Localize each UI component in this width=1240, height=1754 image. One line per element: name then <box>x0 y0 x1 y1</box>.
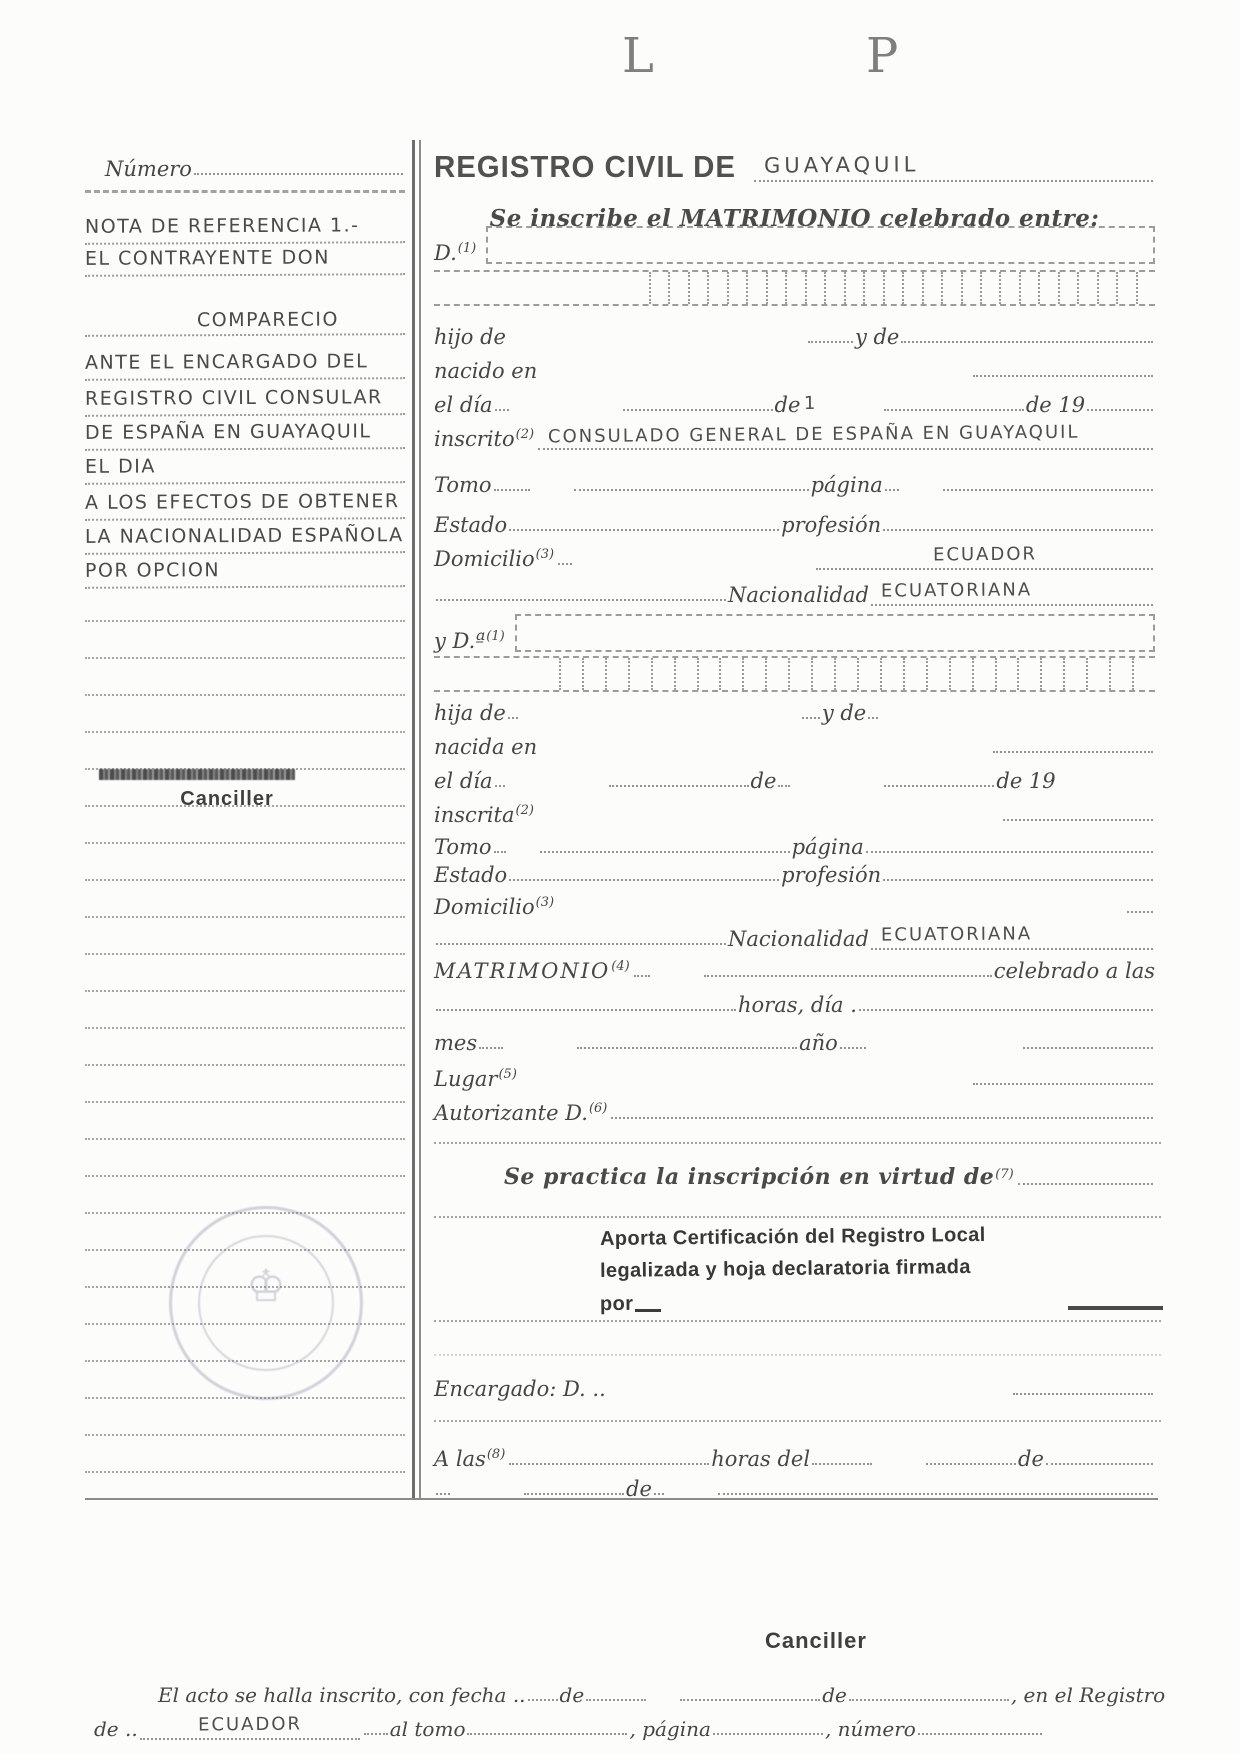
numero-row <box>105 150 405 180</box>
profesion-label: profesión <box>781 512 882 537</box>
dotted-leader <box>868 715 878 719</box>
el-dia-label-b: el día <box>434 768 493 793</box>
encargado-row <box>434 1370 1155 1400</box>
comb-cell <box>697 658 720 690</box>
comb-cell <box>883 272 902 304</box>
dotted-leader <box>1018 1181 1153 1185</box>
autorizante-label: Autorizante D. <box>434 1100 588 1125</box>
dotted-leader <box>884 783 994 787</box>
ruled-line <box>85 1175 405 1177</box>
autorizante-row <box>434 1094 1155 1124</box>
dotted-leader <box>509 527 779 531</box>
dotted-leader <box>859 1007 1153 1011</box>
comb-cell <box>980 272 999 304</box>
ruled-line <box>85 1471 405 1473</box>
canciller-label-left: Canciller <box>180 788 274 810</box>
dotted-leader <box>623 407 773 411</box>
ruled-line <box>85 1138 405 1140</box>
horas-del-label: horas del <box>711 1446 811 1471</box>
footer-de-3: de .. <box>94 1717 138 1741</box>
bride-inscrita-row <box>434 796 1155 826</box>
comb-cell <box>719 658 742 690</box>
estado-label: Estado <box>434 512 508 537</box>
dotted-leader <box>1087 407 1153 411</box>
inscrita-label: inscrita <box>434 802 515 827</box>
form-column <box>428 0 1155 1754</box>
encargado-label: Encargado: D. .. <box>434 1376 606 1401</box>
comb-cell <box>941 272 960 304</box>
nacionalidad-handwritten-b: ECUATORIANA <box>880 923 1033 946</box>
margin-note: A LOS EFECTOS DE OBTENER <box>85 485 405 521</box>
canciller-label-footer: Canciller <box>765 1628 867 1653</box>
virtud-row <box>434 1160 1155 1190</box>
comb-cell <box>1019 272 1038 304</box>
matrimonio-label: MATRIMONIO <box>434 958 611 983</box>
comb-cell <box>1040 658 1063 690</box>
top-letter-l: L <box>622 28 654 84</box>
aporta-stamp-line-1: Aporta Certificación del Registro Local <box>599 1223 986 1251</box>
comb-cell <box>742 658 765 690</box>
dotted-leader <box>509 1461 709 1465</box>
comb-cell <box>582 658 605 690</box>
footer-partial-cut-line <box>300 1742 900 1754</box>
dotted-leader <box>680 1697 820 1701</box>
lugar-row <box>434 1060 1155 1090</box>
domicilio-label-b: Domicilio <box>434 894 535 919</box>
dotted-leader <box>436 941 726 945</box>
dotted-leader <box>586 1697 646 1701</box>
bride-name-box <box>515 614 1155 652</box>
comb-cell <box>1097 272 1116 304</box>
form-dotted-line <box>434 1320 1161 1322</box>
margin-note: EL CONTRAYENTE DON <box>85 241 405 277</box>
bride-name-row <box>434 612 1155 652</box>
stamp-crest-icon: ♔ <box>246 1261 286 1312</box>
de-19-label-b: de 19 <box>996 768 1056 793</box>
margin-note: NOTA DE REFERENCIA 1.- <box>85 209 405 245</box>
dotted-leader <box>524 1491 624 1495</box>
de-label: de <box>774 392 801 417</box>
bride-born-row <box>434 728 1155 758</box>
footer-line-2 <box>94 1710 1074 1740</box>
comb-cell <box>1077 272 1096 304</box>
groom-nacionalidad-row <box>434 576 1155 606</box>
ruled-line <box>85 1101 405 1103</box>
footer-acto-text: El acto se halla inscrito, con fecha .. <box>158 1683 526 1707</box>
dotted-leader <box>926 1461 1016 1465</box>
left-margin-column <box>85 0 405 1754</box>
redacted-name <box>99 769 295 780</box>
inscrito-label: inscrito <box>434 426 515 451</box>
hija-de-label: hija de <box>434 700 506 725</box>
closing-de-label: de <box>1018 1446 1044 1471</box>
a-las-label: A las <box>434 1446 486 1471</box>
comb-cell <box>880 658 903 690</box>
footnote-ref-2: (2) <box>515 427 535 442</box>
comb-cell <box>1038 272 1057 304</box>
comb-cell <box>857 658 880 690</box>
nacido-en-label: nacido en <box>434 358 538 383</box>
footnote-ref-6: (6) <box>588 1101 608 1116</box>
ruled-line <box>85 657 405 659</box>
dotted-leader <box>918 1731 988 1735</box>
comb-cell <box>811 658 834 690</box>
form-dotted-line <box>434 1420 1161 1422</box>
dotted-leader <box>778 783 790 787</box>
comb-cell <box>1017 658 1040 690</box>
aporta-stamp-por: por <box>599 1292 634 1316</box>
footnote-ref-5: (5) <box>498 1067 517 1082</box>
virtud-label: Se practica la inscripción en virtud de <box>504 1164 995 1190</box>
margin-note: LA NACIONALIDAD ESPAÑOLA <box>85 519 405 555</box>
footnote-ref-3b: (3) <box>535 895 555 910</box>
comb-cell <box>922 272 941 304</box>
footnote-ref-8: (8) <box>486 1447 506 1462</box>
comb-cell <box>559 658 582 690</box>
comb-cell <box>1058 272 1077 304</box>
dotted-leader <box>634 973 650 977</box>
dotted-leader <box>808 339 853 343</box>
footer-registro-text: , en el Registro <box>1010 1683 1166 1707</box>
ruled-line <box>85 953 405 955</box>
dotted-leader <box>849 1697 1009 1701</box>
dotted-leader <box>840 1045 866 1049</box>
comb-cell <box>785 272 804 304</box>
dotted-leader <box>508 715 518 719</box>
dotted-leader <box>812 1461 872 1465</box>
domicilio-field <box>816 542 1153 570</box>
dotted-leader <box>866 849 1153 853</box>
comb-cells <box>559 658 1155 690</box>
dotted-leader <box>704 973 992 977</box>
comb-cell <box>668 272 687 304</box>
groom-name-row <box>434 224 1155 264</box>
footer-registro-pais-field <box>140 1712 360 1740</box>
dotted-leader <box>1127 909 1153 913</box>
dotted-leader <box>540 849 790 853</box>
footer-numero-label: , número <box>824 1717 916 1741</box>
groom-estado-row <box>434 506 1155 536</box>
numero-dashed-line <box>85 190 405 193</box>
dotted-leader <box>509 877 779 881</box>
top-letter-p: P <box>866 28 899 84</box>
dotted-leader <box>494 849 506 853</box>
dotted-leader <box>558 561 572 565</box>
footer-line-1 <box>158 1676 1166 1707</box>
dotted-leader <box>611 1115 1153 1119</box>
ruled-line <box>85 1064 405 1066</box>
profesion-label-b: profesión <box>781 862 882 887</box>
comb-cell <box>805 272 824 304</box>
dotted-leader <box>654 1491 664 1495</box>
margin-note: EL DIA <box>85 449 405 485</box>
dotted-leader <box>713 1731 823 1735</box>
domicilio-handwritten: ECUADOR <box>932 543 1037 566</box>
column-divider-line-2 <box>419 140 421 1500</box>
comb-cell <box>707 272 726 304</box>
footer-ecuador-handwritten: ECUADOR <box>197 1713 302 1736</box>
dotted-leader <box>436 1491 450 1495</box>
groom-born-row <box>434 352 1155 382</box>
form-dotted-line-faint <box>434 1354 1161 1356</box>
dotted-leader <box>943 487 1153 491</box>
inscrito-field <box>538 422 1153 450</box>
groom-d-label: D. <box>434 240 457 265</box>
comb-cell <box>1116 272 1135 304</box>
pagina-label-b: página <box>791 834 864 859</box>
comb-cell <box>1136 272 1155 304</box>
estado-label-b: Estado <box>434 862 508 887</box>
erased-signature-dash <box>1068 1306 1163 1310</box>
comb-cell <box>902 272 921 304</box>
registry-title: REGISTRO CIVIL DE <box>434 149 736 184</box>
comb-cell <box>727 272 746 304</box>
ruled-line <box>85 1434 405 1436</box>
numero-label: Número <box>105 156 192 181</box>
bride-estado-row <box>434 856 1155 886</box>
matrimonio-row <box>434 952 1155 982</box>
dotted-leader <box>436 1007 736 1011</box>
el-dia-label: el día <box>434 392 493 417</box>
dotted-leader <box>479 1045 503 1049</box>
dotted-leader <box>577 1045 797 1049</box>
comb-cell <box>674 658 697 690</box>
ruled-line <box>85 842 405 844</box>
margin-note: DE ESPAÑA EN GUAYAQUIL <box>85 415 405 451</box>
comb-blank <box>434 658 559 690</box>
aporta-stamp-line-2: legalizada y hoja declaratoria firmada <box>599 1256 972 1282</box>
a-las-row <box>434 1440 1155 1470</box>
ruled-line <box>85 990 405 992</box>
dotted-leader <box>884 407 1024 411</box>
nacionalidad-field-b <box>871 922 1153 950</box>
footnote-ref-1: (1) <box>457 241 477 256</box>
horas-dia-label: horas, día . <box>738 992 857 1017</box>
dotted-leader <box>436 597 726 601</box>
dotted-leader <box>364 1731 388 1735</box>
footnote-ref-4: (4) <box>611 959 630 974</box>
bride-nacionalidad-row <box>434 920 1155 950</box>
nacionalidad-handwritten: ECUATORIANA <box>880 579 1033 602</box>
groom-tomo-row <box>434 466 1155 496</box>
comb-cell <box>788 658 811 690</box>
dotted-leader <box>993 749 1153 753</box>
bride-tomo-row <box>434 828 1155 858</box>
footnote-ref-2b: (2) <box>515 803 534 818</box>
footer-de-1: de <box>559 1683 585 1707</box>
margin-note: COMPARECIO <box>85 303 405 337</box>
dotted-leader <box>528 1697 558 1701</box>
ruled-line <box>85 731 405 733</box>
comb-cell <box>926 658 949 690</box>
footnote-ref-3: (3) <box>535 547 555 562</box>
dotted-leader <box>1046 1461 1153 1465</box>
bride-d-label: y D.ª <box>434 628 486 653</box>
nacionalidad-field <box>871 578 1153 606</box>
comb-cell <box>824 272 843 304</box>
por-underscore <box>635 1309 661 1312</box>
tomo-label-b: Tomo <box>434 834 492 859</box>
groom-domicilio-row <box>434 540 1155 570</box>
comb-cell <box>844 272 863 304</box>
comb-cell <box>995 658 1018 690</box>
dotted-leader <box>495 407 509 411</box>
comb-cell <box>999 272 1018 304</box>
closing-de2-label: de <box>626 1476 652 1501</box>
margin-note: REGISTRO CIVIL CONSULAR <box>85 381 405 417</box>
consular-round-stamp <box>169 1206 363 1400</box>
domicilio-label: Domicilio <box>434 546 535 571</box>
de-19-label: de 19 <box>1025 392 1086 417</box>
groom-name-comb <box>434 270 1155 306</box>
comb-cell <box>746 272 765 304</box>
comb-cell <box>903 658 926 690</box>
inscrito-handwritten: CONSULADO GENERAL DE ESPAÑA EN GUAYAQUIL <box>547 421 1080 448</box>
footer-de-2: de <box>822 1683 847 1707</box>
celebrado-label: celebrado a las <box>993 958 1155 983</box>
ruled-line <box>85 916 405 918</box>
comb-cell <box>688 272 707 304</box>
nacionalidad-label: Nacionalidad <box>728 582 869 607</box>
margin-note: ANTE EL ENCARGADO DEL <box>85 345 405 381</box>
comb-cell <box>863 272 882 304</box>
groom-name-box <box>486 226 1155 264</box>
y-de-label: y de <box>854 324 900 349</box>
margin-note: POR OPCION <box>85 553 405 589</box>
form-dotted-line <box>434 1142 1161 1144</box>
bride-domicilio-row <box>434 888 1155 918</box>
comb-cell <box>949 658 972 690</box>
dotted-leader <box>194 171 403 175</box>
dotted-leader <box>802 715 820 719</box>
dotted-leader <box>973 373 1153 377</box>
comb-cell <box>972 658 995 690</box>
handwritten-mark: 1 <box>804 392 818 415</box>
dotted-leader <box>1013 1391 1153 1395</box>
closing-de-row <box>434 1470 1155 1500</box>
comb-cell <box>765 658 788 690</box>
comb-cell <box>1086 658 1109 690</box>
dotted-leader <box>609 783 749 787</box>
y-de-label-b: y de <box>821 700 867 725</box>
nacida-en-label: nacida en <box>434 734 538 759</box>
dotted-leader <box>901 339 1153 343</box>
dotted-leader <box>883 527 1153 531</box>
de-label-b: de <box>750 768 777 793</box>
form-subtitle: Se inscribe el MATRIMONIO celebrado entre: <box>489 205 1100 232</box>
aporta-stamp-line-3-row <box>600 1286 1155 1316</box>
dotted-leader <box>495 783 505 787</box>
nacionalidad-label-b: Nacionalidad <box>728 926 869 951</box>
dotted-leader <box>494 487 530 491</box>
comb-cell <box>651 658 674 690</box>
comb-cell <box>961 272 980 304</box>
dotted-leader <box>973 1081 1153 1085</box>
groom-date-row <box>434 386 1155 416</box>
groom-parents-row <box>434 318 1155 348</box>
comb-cell <box>649 272 668 304</box>
mes-label: mes <box>434 1030 478 1055</box>
bride-name-comb <box>434 656 1155 692</box>
registry-value-handwritten: GUAYAQUIL <box>763 152 920 178</box>
comb-cell <box>1063 658 1086 690</box>
ruled-line <box>85 694 405 696</box>
ruled-line <box>85 1027 405 1029</box>
dotted-leader <box>1003 817 1153 821</box>
hijo-de-label: hijo de <box>434 324 506 349</box>
bride-parents-row <box>434 694 1155 724</box>
horas-dia-row <box>434 986 1155 1016</box>
comb-cell <box>605 658 628 690</box>
pagina-label: página <box>810 472 883 497</box>
comb-blank <box>434 272 649 304</box>
mes-ano-row <box>434 1024 1155 1054</box>
dotted-leader <box>883 877 1153 881</box>
dotted-leader <box>992 1731 1042 1735</box>
dotted-leader <box>718 1491 1153 1495</box>
ano-label: año <box>799 1030 838 1055</box>
dotted-leader <box>467 1731 627 1735</box>
form-dotted-line <box>434 1216 1161 1218</box>
dotted-leader <box>1023 1045 1153 1049</box>
dotted-leader <box>885 487 899 491</box>
comb-cell <box>766 272 785 304</box>
comb-cells <box>649 272 1155 304</box>
dotted-leader <box>574 487 809 491</box>
column-divider-line <box>412 140 415 1500</box>
registry-header-row <box>434 144 1155 182</box>
comb-cell <box>834 658 857 690</box>
comb-cell <box>628 658 651 690</box>
ruled-line <box>85 879 405 881</box>
registry-value-field <box>754 154 1153 182</box>
footnote-ref-7: (7) <box>995 1167 1014 1182</box>
comb-cell <box>1109 658 1132 690</box>
footer-al-tomo-label: al tomo <box>389 1717 466 1741</box>
ruled-line <box>85 620 405 622</box>
comb-cell <box>1132 658 1155 690</box>
footer-pagina-label: , página <box>629 1717 711 1741</box>
bride-date-row <box>434 762 1155 792</box>
groom-inscrito-row <box>434 420 1155 450</box>
lugar-label: Lugar <box>434 1066 498 1091</box>
footnote-ref-1b: (1) <box>486 629 505 644</box>
tomo-label: Tomo <box>434 472 492 497</box>
